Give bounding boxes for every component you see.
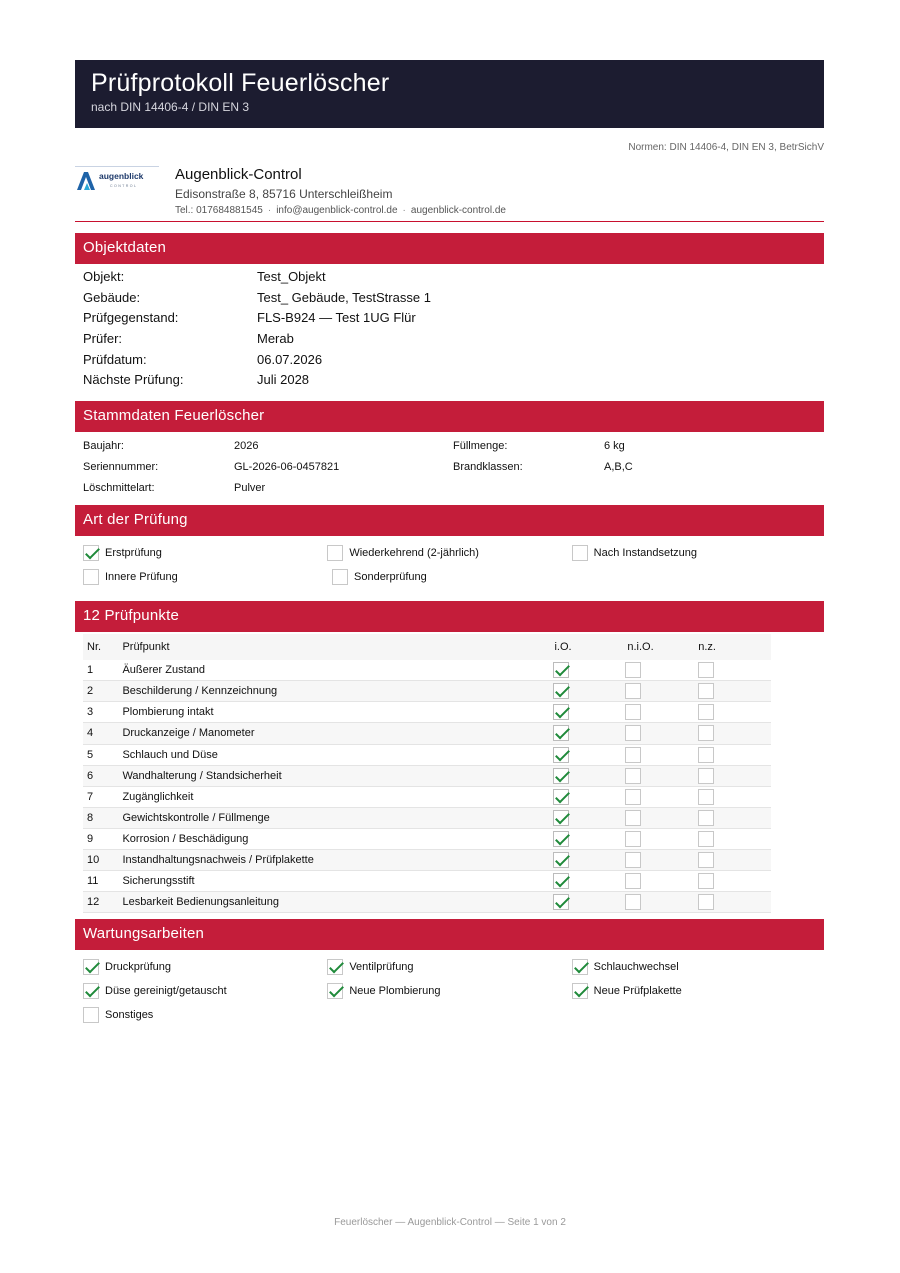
row-pruefpunkt: Beschilderung / Kennzeichnung xyxy=(122,685,278,698)
option-label: Innere Prüfung xyxy=(105,571,178,584)
checkbox-nio[interactable] xyxy=(625,810,641,826)
option-label: Schlauchwechsel xyxy=(593,961,679,974)
checkbox-nio[interactable] xyxy=(625,789,641,805)
checkbox[interactable] xyxy=(332,569,348,585)
section-objektdaten-header: Objektdaten xyxy=(75,233,824,264)
field-value: A,B,C xyxy=(604,460,633,473)
wartung-option[interactable] xyxy=(327,983,571,999)
stammdaten-table xyxy=(75,432,824,498)
table-row xyxy=(83,808,771,829)
section-art-header: Art der Prüfung xyxy=(75,505,824,536)
row-pruefpunkt: Sicherungsstift xyxy=(122,875,195,888)
cell-nz xyxy=(698,852,771,868)
table-row xyxy=(83,766,771,787)
document-title: Prüfprotokoll Feuerlöscher xyxy=(91,69,390,97)
checkbox[interactable] xyxy=(327,545,343,561)
cell-io xyxy=(553,768,626,784)
checkbox-nz[interactable] xyxy=(698,894,714,910)
cell-nz xyxy=(698,831,771,847)
art-option[interactable] xyxy=(83,569,332,585)
checkbox[interactable] xyxy=(83,569,99,585)
table-row xyxy=(83,892,771,913)
document-subtitle: nach DIN 14406-4 / DIN EN 3 xyxy=(91,100,250,114)
checkbox-io[interactable] xyxy=(553,789,569,805)
checkbox-nz[interactable] xyxy=(698,662,714,678)
page-footer: Feuerlöscher — Augenblick-Control — Seite 1 von 2 xyxy=(334,1217,566,1228)
option-label: Sonstiges xyxy=(105,1009,154,1022)
cell-nio xyxy=(625,704,698,720)
cell-nz xyxy=(698,725,771,741)
art-option[interactable] xyxy=(332,569,581,585)
row-pruefpunkt: Zugänglichkeit xyxy=(122,790,194,803)
checkbox-nz[interactable] xyxy=(698,725,714,741)
option-label: Neue Plombierung xyxy=(349,985,441,998)
field-value: Juli 2028 xyxy=(257,372,310,388)
checkbox-io[interactable] xyxy=(553,852,569,868)
cell-nio xyxy=(625,810,698,826)
field-value: 06.07.2026 xyxy=(257,351,323,367)
option-label: Nach Instandsetzung xyxy=(593,547,698,560)
row-pruefpunkt: Wandhalterung / Standsicherheit xyxy=(122,769,282,782)
checkbox-nz[interactable] xyxy=(698,810,714,826)
cell-nz xyxy=(698,894,771,910)
table-row xyxy=(83,660,771,681)
field-label: Gebäude: xyxy=(83,289,141,305)
table-row xyxy=(83,745,771,766)
company-contact xyxy=(175,205,506,217)
checkbox-io[interactable] xyxy=(553,704,569,720)
checkbox-io[interactable] xyxy=(553,894,569,910)
field-label: Baujahr: xyxy=(83,439,124,452)
row-nr: 4 xyxy=(87,727,94,740)
company-website[interactable]: augenblick-control.de xyxy=(410,205,506,216)
row-pruefpunkt: Korrosion / Beschädigung xyxy=(122,832,249,845)
table-row xyxy=(83,328,816,349)
row-nr: 11 xyxy=(87,875,99,888)
wartung-option[interactable] xyxy=(572,959,816,975)
checkbox-io[interactable] xyxy=(553,831,569,847)
cell-nio xyxy=(625,789,698,805)
wartung-option[interactable] xyxy=(83,983,327,999)
row-pruefpunkt: Druckanzeige / Manometer xyxy=(122,727,255,740)
row-nr: 2 xyxy=(87,685,94,698)
row-nr: 10 xyxy=(87,854,100,867)
field-label: Prüfer: xyxy=(83,330,123,346)
cell-io xyxy=(553,704,626,720)
checkbox[interactable] xyxy=(327,959,343,975)
checkbox-io[interactable] xyxy=(553,873,569,889)
protocol-page xyxy=(75,60,824,1027)
wartung-option[interactable] xyxy=(83,1007,332,1023)
checkbox-nz[interactable] xyxy=(698,873,714,889)
norms-note: Normen: DIN 14406-4, DIN EN 3, BetrSichV xyxy=(628,142,824,153)
checkbox[interactable] xyxy=(83,1007,99,1023)
field-value: Test_Objekt xyxy=(257,268,326,284)
checkbox-nio[interactable] xyxy=(625,725,641,741)
section-stammdaten-header: Stammdaten Feuerlöscher xyxy=(75,401,824,432)
col-nio: n.i.O. xyxy=(627,641,654,654)
title-banner xyxy=(75,60,824,128)
table-row xyxy=(83,787,771,808)
field-label: Brandklassen: xyxy=(453,460,523,473)
cell-nz xyxy=(698,810,771,826)
option-label: Erstprüfung xyxy=(105,547,162,560)
checkbox-io[interactable] xyxy=(553,683,569,699)
table-row xyxy=(83,850,771,871)
row-nr: 5 xyxy=(87,748,94,761)
logo-subtext: CONTROL xyxy=(110,184,138,188)
field-value: GL-2026-06-0457821 xyxy=(234,460,340,473)
wartung-checklist xyxy=(75,950,824,1027)
table-row xyxy=(83,681,771,702)
cell-nio xyxy=(625,725,698,741)
field-label: Nächste Prüfung: xyxy=(83,372,184,388)
col-io: i.O. xyxy=(554,641,572,654)
company-phone: Tel.: 017684881545 xyxy=(175,205,263,216)
cell-nio xyxy=(625,873,698,889)
table-row xyxy=(83,435,816,456)
option-label: Druckprüfung xyxy=(105,961,172,974)
art-option[interactable] xyxy=(327,545,571,561)
checkbox-nz[interactable] xyxy=(698,747,714,763)
checkbox-nio[interactable] xyxy=(625,852,641,868)
company-block xyxy=(75,166,824,236)
field-label: Prüfgegenstand: xyxy=(83,310,179,326)
table-row xyxy=(83,456,816,477)
option-label: Ventilprüfung xyxy=(349,961,414,974)
cell-io xyxy=(553,894,626,910)
checkbox[interactable] xyxy=(572,959,588,975)
table-body xyxy=(83,660,771,913)
row-pruefpunkt: Plombierung intakt xyxy=(122,706,214,719)
checkbox-nio[interactable] xyxy=(625,662,641,678)
row-nr: 3 xyxy=(87,706,94,719)
table-row xyxy=(83,307,816,328)
col-nz: n.z. xyxy=(698,641,716,654)
row-pruefpunkt: Schlauch und Düse xyxy=(122,748,218,761)
field-value: 2026 xyxy=(234,439,259,452)
cell-nz xyxy=(698,704,771,720)
cell-io xyxy=(553,831,626,847)
cell-io xyxy=(553,810,626,826)
pruefpunkte-table xyxy=(83,634,771,913)
checkbox-io[interactable] xyxy=(553,662,569,678)
col-pruefpunkt: Prüfpunkt xyxy=(122,641,170,654)
option-label: Neue Prüfplakette xyxy=(593,985,682,998)
checkbox-io[interactable] xyxy=(553,747,569,763)
checkbox-nz[interactable] xyxy=(698,704,714,720)
cell-nio xyxy=(625,662,698,678)
checkbox-nio[interactable] xyxy=(625,704,641,720)
field-value: 6 kg xyxy=(604,439,625,452)
field-value: FLS-B924 — Test 1UG Flür xyxy=(257,310,416,326)
cell-nz xyxy=(698,768,771,784)
objektdaten-table xyxy=(75,264,824,390)
row-nr: 7 xyxy=(87,790,94,803)
cell-nio xyxy=(625,831,698,847)
checkbox-nz[interactable] xyxy=(698,768,714,784)
cell-io xyxy=(553,683,626,699)
row-pruefpunkt: Gewichtskontrolle / Füllmenge xyxy=(122,811,270,824)
divider xyxy=(75,221,824,222)
checkbox[interactable] xyxy=(572,983,588,999)
row-pruefpunkt: Lesbarkeit Bedienungsanleitung xyxy=(122,896,280,909)
cell-nio xyxy=(625,683,698,699)
checkbox-io[interactable] xyxy=(553,810,569,826)
field-label: Löschmittelart: xyxy=(83,481,155,494)
col-nr: Nr. xyxy=(87,641,102,654)
cell-nz xyxy=(698,683,771,699)
art-option[interactable] xyxy=(83,545,327,561)
checkbox-nio[interactable] xyxy=(625,768,641,784)
option-label: Düse gereinigt/getauscht xyxy=(105,985,227,998)
section-pruefpunkte-header: 12 Prüfpunkte xyxy=(75,601,824,632)
company-name: Augenblick-Control xyxy=(175,166,302,183)
option-label: Sonderprüfung xyxy=(354,571,427,584)
option-label: Wiederkehrend (2-jährlich) xyxy=(349,547,479,560)
cell-io xyxy=(553,725,626,741)
checkbox-nz[interactable] xyxy=(698,831,714,847)
cell-nio xyxy=(625,894,698,910)
checkbox[interactable] xyxy=(327,983,343,999)
section-wartung-header: Wartungsarbeiten xyxy=(75,919,824,950)
cell-nio xyxy=(625,747,698,763)
table-row xyxy=(83,871,771,892)
company-logo xyxy=(75,166,159,196)
table-row xyxy=(83,723,771,744)
row-nr: 9 xyxy=(87,832,94,845)
checkbox-nio[interactable] xyxy=(625,873,641,889)
field-value: Merab xyxy=(257,330,294,346)
separator: · xyxy=(402,205,406,216)
checkbox[interactable] xyxy=(83,983,99,999)
field-label: Objekt: xyxy=(83,268,125,284)
cell-io xyxy=(553,789,626,805)
checkbox[interactable] xyxy=(83,959,99,975)
wartung-option[interactable] xyxy=(327,959,571,975)
cell-nz xyxy=(698,873,771,889)
separator: · xyxy=(267,205,272,216)
field-label: Prüfdatum: xyxy=(83,351,147,367)
table-row xyxy=(83,369,816,390)
cell-nio xyxy=(625,852,698,868)
checkbox[interactable] xyxy=(83,545,99,561)
logo-wordmark: augenblick xyxy=(99,171,144,181)
checkbox-nio[interactable] xyxy=(625,747,641,763)
row-nr: 8 xyxy=(87,811,94,824)
company-address: Edisonstraße 8, 85716 Unterschleißheim xyxy=(175,187,393,201)
row-nr: 1 xyxy=(87,664,94,677)
cell-nz xyxy=(698,789,771,805)
wartung-option[interactable] xyxy=(572,983,816,999)
checkbox-io[interactable] xyxy=(553,768,569,784)
table-row xyxy=(83,266,816,287)
table-row xyxy=(83,477,816,498)
field-value: Pulver xyxy=(234,481,266,494)
checkbox-nio[interactable] xyxy=(625,683,641,699)
checkbox-nz[interactable] xyxy=(698,683,714,699)
row-nr: 12 xyxy=(87,896,100,909)
art-option[interactable] xyxy=(572,545,816,561)
art-checklist xyxy=(75,536,824,589)
checkbox-nz[interactable] xyxy=(698,789,714,805)
field-value: Test_ Gebäude, TestStrasse 1 xyxy=(257,289,431,305)
field-label: Seriennummer: xyxy=(83,460,159,473)
cell-io xyxy=(553,747,626,763)
checkbox[interactable] xyxy=(572,545,588,561)
cell-io xyxy=(553,873,626,889)
row-pruefpunkt: Äußerer Zustand xyxy=(122,664,205,677)
table-row xyxy=(83,349,816,370)
cell-io xyxy=(553,852,626,868)
table-row xyxy=(83,702,771,723)
checkbox-nio[interactable] xyxy=(625,894,641,910)
cell-nio xyxy=(625,768,698,784)
checkbox-nio[interactable] xyxy=(625,831,641,847)
table-header xyxy=(83,634,771,660)
row-pruefpunkt: Instandhaltungsnachweis / Prüfplakette xyxy=(122,854,314,867)
cell-nz xyxy=(698,747,771,763)
cell-io xyxy=(553,662,626,678)
checkbox-io[interactable] xyxy=(553,725,569,741)
cell-nz xyxy=(698,662,771,678)
company-email[interactable]: info@augenblick-control.de xyxy=(276,205,398,216)
table-row xyxy=(83,287,816,308)
checkbox-nz[interactable] xyxy=(698,852,714,868)
table-row xyxy=(83,829,771,850)
wartung-option[interactable] xyxy=(83,959,327,975)
row-nr: 6 xyxy=(87,769,94,782)
field-label: Füllmenge: xyxy=(453,439,508,452)
